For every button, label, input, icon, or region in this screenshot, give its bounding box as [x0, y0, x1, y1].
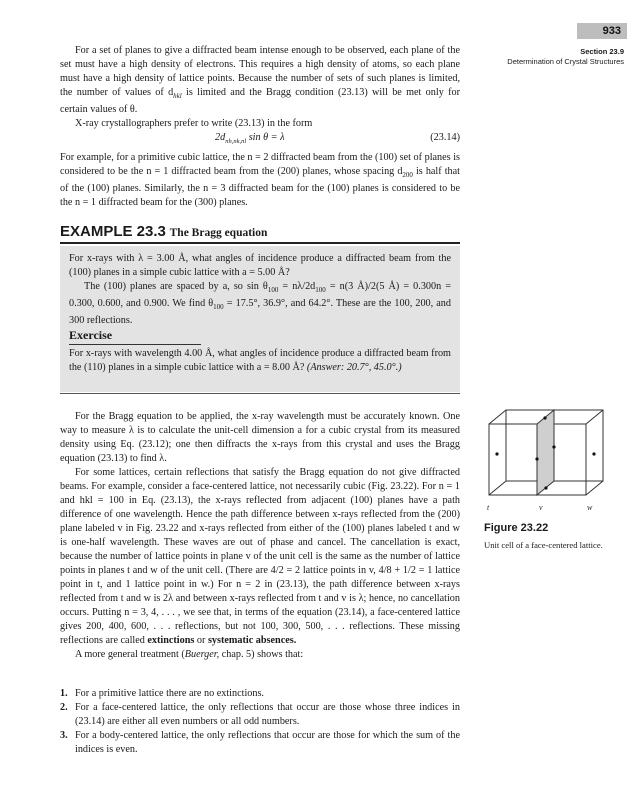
lattice-point: [592, 452, 595, 455]
plane-v: [537, 410, 554, 495]
example-title: The Bragg equation: [169, 227, 268, 239]
section-number: Section 23.9: [580, 47, 624, 56]
section-title: Determination of Crystal Structures: [507, 57, 624, 66]
figure-caption: Unit cell of a face-centered lattice.: [484, 540, 603, 550]
example-bottom-rule: [60, 393, 460, 394]
intro-text-2: [60, 151, 460, 210]
fcc-unit-cell-figure: [481, 404, 631, 516]
intro-text: [60, 44, 460, 131]
example-top-rule: [60, 242, 460, 244]
list-item: 2. For a face-centered lattice, the only reflections that occur are those whose three indices in (23.14) are either all even numbers or all odd numbers.: [60, 702, 460, 727]
intro-paragraph-3: For example, for a primitive cubic lattice, the n = 2 diffracted beam from the (100) set of planes is considered to be the n = 1 diffracted beam from the (200) planes, whose spacing $d_{200}$ is half that of the (100) planes. Similarly, the n = 3 diffracted beam for the (100) planes is considered to be the n = 1 diffracted beam for the (300) planes.: [60, 152, 460, 209]
body-paragraph-1: For the Bragg equation to be applied, the x-ray wavelength must be accurately known. One way to measure λ is to calculate the unit-cell dimension a for a cubic crystal from its measured density using Eq. (23.12); one then diffracts the x-rays from this crystal and uses the Bragg equation (23.13) to find λ.: [60, 411, 460, 464]
running-head: [470, 47, 624, 67]
example-label: EXAMPLE 23.3: [60, 223, 166, 240]
exercise-heading: Exercise: [69, 328, 113, 342]
equation-body: $2d_{nh,nk,nl}$ sin θ = λ: [215, 132, 285, 146]
equation-number: (23.14): [430, 132, 460, 143]
body-text: [60, 410, 460, 662]
rules-list: [60, 687, 460, 757]
intro-paragraph-1: For a set of planes to give a diffracted beam intense enough to be observed, each plane of the set must have a high density of electrons. This requires a high density of atoms, so each plane must have a high density of lattice points. Because the number of sets of such planes is limited, the number of values of $d_{hkl}$ is limited and the Bragg condition (23.13) will be met only for certain values of θ.: [60, 45, 460, 116]
lattice-point: [535, 457, 538, 460]
list-item: 3. For a body-centered lattice, the only reflections that occur are those for which the sum of the indices is even.: [60, 730, 460, 755]
exercise-text: For x-rays with wavelength 4.00 Å, what angles of incidence produce a diffracted beam from the (110) planes in a simple cubic lattice with a = 8.00 Å? (Answer: 20.7°, 45.0°.): [69, 348, 451, 373]
body-paragraph-2: For some lattices, certain reflections that satisfy the Bragg equation do not give diffracted beams. For example, consider a face-centered lattice, not necessarily cubic (Fig. 23.22). For n = 1 and hkl = 100 in Eq. (23.13), the x-rays reflected from adjacent (100) planes have a path difference of one wavelength. Hence the path difference between x-rays reflected from the (200) plane labeled v in Fig. 23.22 and x-rays reflected from either of the (100) planes labeled t and w is one-half wavelength. These waves are out of phase and cancel. The cancellation is exact, because the number of lattice points in plane v of the unit cell is the same as the number of lattice points in planes t and w of the unit cell. (There are 4/2 = 2 lattice points in v, 4/8 + 1/2 = 1 lattice point in t, and 1 lattice point in w.) For n = 2 in (23.13), the path difference between x-rays reflected from t and w is 2λ and between x-rays reflected from t and v is λ; hence, no cancellation occurs. Putting n = 3, 4, . . . , we see that, in terms of the equation (23.14), a face-centered lattice gives 200, 400, 600, . . . reflections, but not 100, 300, 500, . . . reflections. These missing reflections are called extinctions or systematic absences.: [60, 467, 460, 646]
label-w: w: [587, 503, 593, 512]
example-content: [69, 252, 451, 328]
exercise-rule: [69, 344, 201, 345]
example-box: [60, 246, 460, 392]
list-item: 1. For a primitive lattice there are no extinctions.: [60, 688, 264, 699]
exercise-answer: (Answer: 20.7°, 45.0°.): [306, 362, 402, 373]
body-paragraph-3: A more general treatment (Buerger, chap. 5) shows that:: [75, 649, 304, 660]
lattice-point: [495, 452, 498, 455]
example-question: For x-rays with λ = 3.00 Å, what angles of incidence produce a diffracted beam from the (100) planes in a simple cubic lattice with a = 5.00 Å?: [69, 253, 451, 278]
intro-paragraph-2: X-ray crystallographers prefer to write (23.13) in the form: [75, 118, 313, 130]
citation: Buerger,: [184, 649, 220, 660]
example-solution: The (100) planes are spaced by a, so $\sin \theta_{100} = n\lambda/2d_{100} = n(3$ Å)/2(5 Å) = 0.300n = 0.300, 0.600, and 0.900. We find $\theta_{100} = 17.5^\circ$, 36.9°, and 64.2°. These are the 100, 200, and 300 reflections.: [69, 281, 452, 327]
term-systematic-absences: systematic absences.: [207, 635, 297, 646]
lattice-point: [552, 445, 555, 448]
label-v: v: [539, 503, 543, 512]
lattice-point: [543, 416, 546, 419]
page-number: 933: [577, 23, 627, 39]
lattice-point: [544, 486, 547, 489]
equation-23-14: [60, 131, 460, 145]
label-t: t: [487, 503, 490, 512]
figure-title: Figure 23.22: [484, 522, 549, 534]
term-extinctions: extinctions: [147, 635, 195, 646]
exercise-content: [69, 347, 451, 375]
example-heading: [60, 223, 480, 242]
